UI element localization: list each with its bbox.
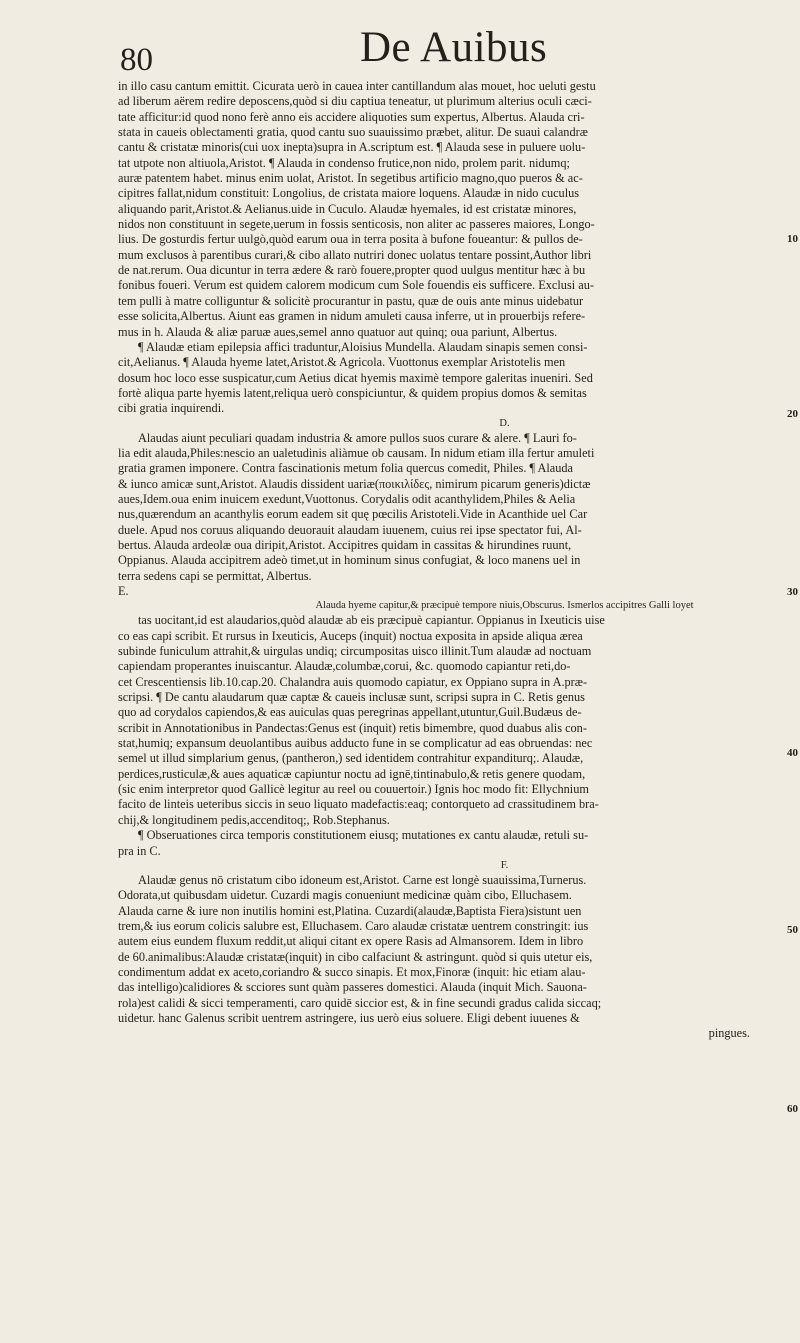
section-heading: Alauda hyeme capitur,& præcipuè tempore niuis,Obscurus. Ismerlos accipitres Galli loyet xyxy=(315,600,694,612)
text-line: ad liberum aërem redire deposcens,quòd si diu captiua teneatur, ut plurimum alterius oculi cæci- xyxy=(118,94,592,109)
margin-line-number: 30 xyxy=(787,586,798,598)
text-line: terra sedens capi se permittat, Albertus. xyxy=(118,568,312,583)
text-line: quo ad corydalos capiendos,& eas auiculas quas peregrinas appellant,utuntur,Guil.Budæus de- xyxy=(118,705,582,720)
text-line: bertus. Alauda ardeolæ oua diripit,Aristot. Accipitres quidam in cassitas & hirundines ruunt, xyxy=(118,537,572,552)
text-line: cibi gratia inquirendi. xyxy=(118,401,225,416)
text-line: chij,& longitudinem pedis,accenditoq;, Rob.Stephanus. xyxy=(118,812,390,827)
text-line: esse solicita,Albertus. Aiunt eas gramen in nidum amuleti causa inferre, ut in prouerbijs refere- xyxy=(118,309,586,324)
text-line: auræ patentem habet. minus enim uolat, Aristot. In segetibus artificio magno,quo pueros & ac- xyxy=(118,171,583,186)
text-line: mus in h. Alauda & aliæ paruæ aues,semel anno quatuor aut quinq; oua pariunt, Albertus. xyxy=(118,324,558,339)
text-line: pra in C. xyxy=(118,843,161,858)
text-line: mum exclusos à parentibus curari,& cibo allato nutriri donec uolatus tentare possint,Author libri xyxy=(118,247,592,262)
text-line: Odorata,ut quibusdam uidetur. Cuzardi magis conueniunt medicinæ quàm cibo, Elluchasem. xyxy=(118,888,572,903)
text-line: Alaudæ genus nō cristatum cibo idoneum est,Aristot. Carne est longè suauissima,Turnerus. xyxy=(138,872,587,887)
text-line: tas uocitant,id est alaudarios,quòd alaudæ ab eis præcipuè capiantur. Oppianus in Ixeuticis uise xyxy=(138,613,605,628)
text-line: stata in caueis oblectamenti gratia, quod cantu suo suauissimo præbet, alitur. De suaui calandræ xyxy=(118,125,588,140)
text-line: tat utpote non altiuola,Aristot. ¶ Alauda in condenso frutice,non nido, prolem parit. nidumq; xyxy=(118,155,570,170)
running-title: De Auibus xyxy=(360,24,548,71)
text-line: aues,Idem.oua enim inuicem exedunt,Vuottonus. Corydalis odit acanthylidem,Philes & Aelia xyxy=(118,491,576,506)
text-line: Alaudas aiunt peculiari quadam industria & amore pullos suos curare & alere. ¶ Lauri fo- xyxy=(138,430,577,445)
text-line: tate afficitur:id quod nono ferè anno eis accidere aliquoties sum expertus, Albertus. Alauda cri- xyxy=(118,109,585,124)
text-line: nidos non constituunt in segete,uerum in fossis senticosis, non aliter ac passeres maiores, Longo- xyxy=(118,217,595,232)
text-line: ¶ Alaudæ etiam epilepsia affici traduntur,Aloisius Mundella. Alaudam sinapis semen consi- xyxy=(138,339,588,354)
text-line: pingues. xyxy=(708,1026,750,1041)
text-line: duele. Apud nos coruus aliquando deuorauit alaudam iuuenem, cuius rei ipse spectator fui, Al- xyxy=(118,522,582,537)
text-line: dosum hoc loco esse suspicatur,cum Aetius dicat hyemis maximè tempore galeritas inueniri. Sed xyxy=(118,370,593,385)
text-line: trem,& ius eorum colicis salubre est, Elluchasem. Caro alaudæ cristatæ uentrem constringit: ius xyxy=(118,918,589,933)
text-line: condimentum addat ex aceto,coriandro & succo sinapis. Et mox,Finoræ (inquit: hic etiam alau- xyxy=(118,964,586,979)
text-line: de nat.rerum. Oua dicuntur in terra ædere & rarò fouere,propter quod uulgus mentitur hæc à bu xyxy=(118,263,586,278)
text-line: autem eius eundem fluxum reddit,ut aliqui citant ex opere Rasis ad Almansorem. Idem in libro xyxy=(118,934,584,949)
text-line: cantu & cristatæ minoris(cui uox inepta)supra in A.scriptum est. ¶ Alauda sese in puluere uolu- xyxy=(118,140,586,155)
text-line: in illo casu cantum emittit. Cicurata uerò in cauea inter cantillandum alas mouet, hoc ueluti gestu xyxy=(118,79,596,93)
text-line: aliquando parit,Aristot.& Aelianus.uide in Cuculo. Alaudæ hyemales, id est cristatæ minores, xyxy=(118,201,577,216)
text-line: stat,humiq; expansum deuolantibus auibus adducto fune in se complicatur ad eas obruendas: nec xyxy=(118,736,593,751)
text-line: & iunco amicæ sunt,Aristot. Alaudis dissident uariæ(ποικιλίδες, nimirum picarum generis)dictæ xyxy=(118,476,591,491)
margin-line-number: 50 xyxy=(787,924,798,936)
margin-line-number: 10 xyxy=(787,233,798,245)
text-line: das intelligo)calidiores & scciores sunt quàm passeres domestici. Alauda (inquit Mich. Sauona- xyxy=(118,980,587,995)
text-line: scribit in Annotationibus in Pandectas:Genus est (inquit) retis bimembre, quod duabus alis con- xyxy=(118,720,587,735)
text-line: subinde funiculum attrahit,& uirgulas undiq; circumpositas uisco illinit.Tum alaudæ ad noctuam xyxy=(118,644,592,659)
text-line: semel ut illud simplarium genus, (pantheron,) sed identidem contrahitur expanditurq;. Alaudæ, xyxy=(118,751,584,766)
text-line: fonibus foueri. Verum est quidem calorem modicum cum Sole fouendis eis sufficere. Exclusi au- xyxy=(118,278,594,293)
text-line: capiendam properantes inuiscantur. Alaudæ,columbæ,corui, &c. quomodo capiantur reti,do- xyxy=(118,659,571,674)
text-line: gratia gramen imponere. Contra fascinationis metum folia quercus comedit, Philes. ¶ Alauda xyxy=(118,461,573,476)
text-line: Oppianus. Alauda accipitrem adeò timet,ut in hominum sinus confugiat, & loco manens uel in xyxy=(118,553,581,568)
text-line: lius. De gosturdis fertur uulgò,quòd earum oua in terra posita à bufone foueantur: & pullos de- xyxy=(118,232,583,247)
section-heading: D. xyxy=(499,417,510,429)
text-line: Alauda carne & iure non inutilis homini est,Platina. Cuzardi(alaudæ,Baptista Fiera)sistunt uen xyxy=(118,903,582,918)
margin-line-number: 60 xyxy=(787,1103,798,1115)
text-line: de 60.animalibus:Alaudæ cristatæ(inquit) in cibo calfaciunt & astringunt. quòd si quis utetur eis, xyxy=(118,949,593,964)
text-line: ¶ Obseruationes circa temporis constitutionem eiusq; mutationes ex cantu alaudæ, retuli su- xyxy=(138,828,589,843)
text-line: lia edit alauda,Philes:nescio an ualetudinis aliàmue ob causam. In nidum etiam illa fertur amuleti xyxy=(118,445,595,460)
text-line: cet Crescentiensis lib.10.cap.20. Chalandra auis quomodo capiatur, ex Oppiano supra in A.præ- xyxy=(118,674,588,689)
text-line: (sic enim interpretor quod Gallicè legitur au reel ou couuertoir.) Ignis hoc modo fit: Ellychnium xyxy=(118,782,589,797)
text-line: E. xyxy=(118,584,129,598)
text-line: facito de linteis ueteribus siccis in seuo liquato madefactis:eaq; contorqueto ad crassitudinem bra- xyxy=(118,797,599,812)
text-line: scripsi. ¶ De cantu alaudarum quæ captæ & caueis inclusæ sunt, scripsi supra in C. Retis genus xyxy=(118,690,585,705)
text-line: tem pulli à matre colliguntur & solicitè procurantur in pastu, quæ de ouis ante minus uidebatur xyxy=(118,293,584,308)
margin-line-number: 40 xyxy=(787,747,798,759)
section-heading: F. xyxy=(500,859,509,871)
page-number: 80 xyxy=(120,42,153,78)
text-body xyxy=(118,79,796,1042)
text-line: uidetur. hanc Galenus scribit uentrem astringere, ius uerò eius soluere. Eligi debent iuuenes & xyxy=(118,1010,580,1025)
text-line: cipitres fallat,nidum constituit: Longolius, de cristata maiore loquens. Alaudæ in nido cuculus xyxy=(118,186,580,201)
text-line: fortè aliqua parte hyemis latent,reliqua uerò conspiciuntur, & quidem propius domos & semitas xyxy=(118,385,587,400)
text-line: co eas capi scribit. Et rursus in Ixeuticis, Auceps (inquit) noctua exposita in apside aliqua ærea xyxy=(118,628,583,643)
text-line: perdices,rusticulæ,& aues aquaticæ capiuntur noctu ad ignē,tintinabulo,& retis genere quodam, xyxy=(118,766,586,781)
text-line: nus,quærendum an acanthylis eorum eadem sit quę pœcilis Aristoteli.Vide in Acanthide uel Car xyxy=(118,507,588,522)
text-line: cit,Aelianus. ¶ Alauda hyeme latet,Aristot.& Agricola. Vuottonus exemplar Aristotelis men xyxy=(118,355,566,370)
text-line: rola)est calidi & sicci temperamenti, caro quidē siccior est, & in fine secundi gradus calida siccaq; xyxy=(118,995,602,1010)
margin-line-number: 20 xyxy=(787,408,798,420)
